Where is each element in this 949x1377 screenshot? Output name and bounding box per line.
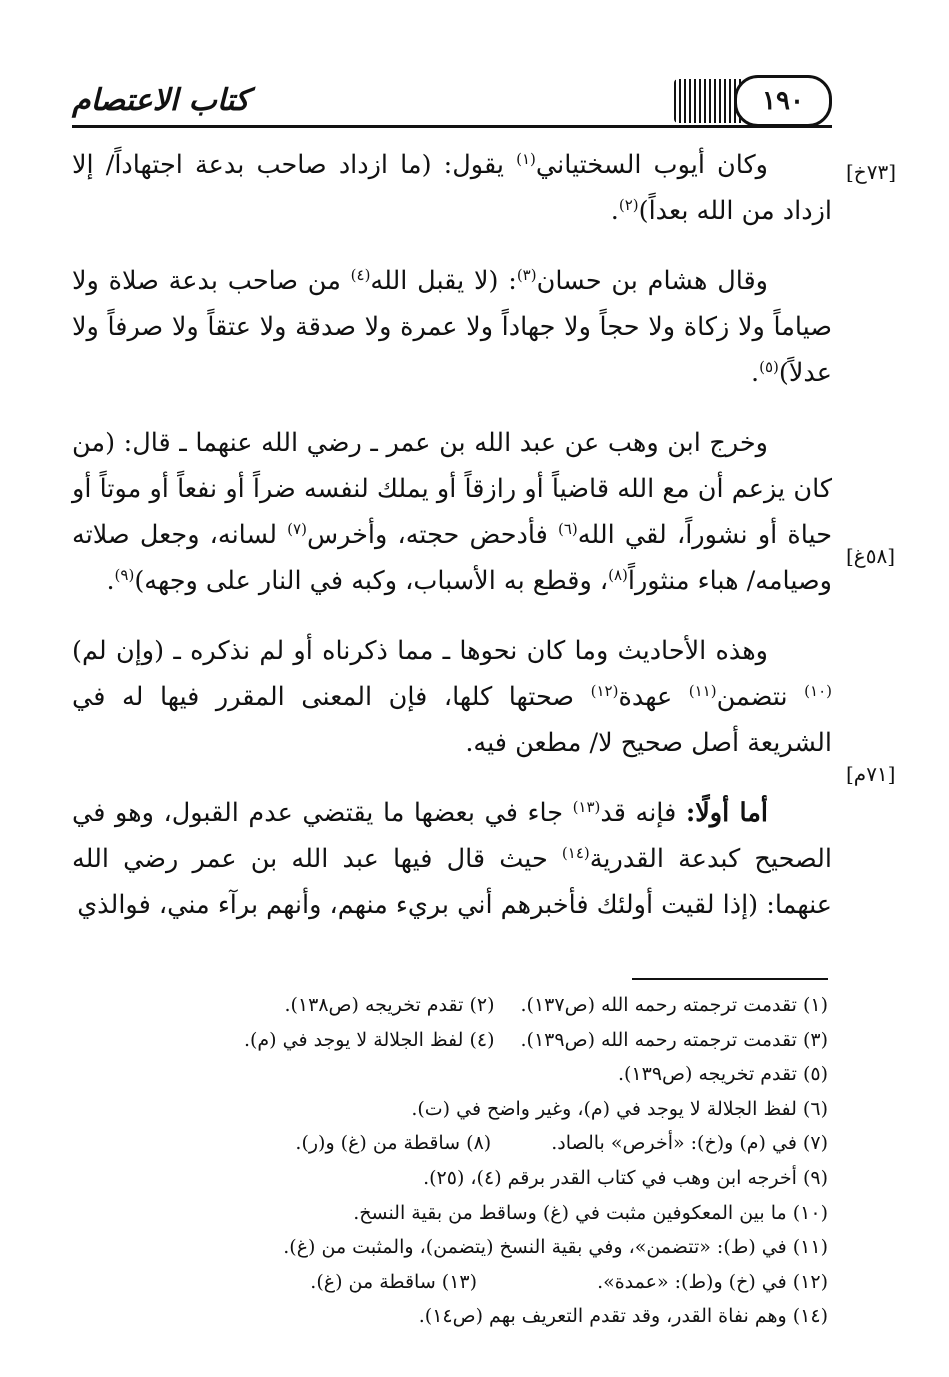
footnotes — [100, 988, 828, 1334]
footnote-ref-14[interactable]: (١٤) — [561, 844, 590, 862]
footnote-ref-3[interactable]: (٣) — [516, 266, 537, 284]
text-run: فإنه قد — [600, 798, 686, 828]
text-run: صحتها كلها، فإن المعنى المقرر فيها له في الشريعة أصل صحيح لا/ مطعن فيه. — [72, 682, 832, 758]
paragraph-4 — [72, 628, 832, 766]
footnote-ref-1[interactable]: (١) — [516, 150, 536, 168]
paragraph-1 — [72, 142, 832, 234]
text-run: وخرج ابن وهب عن عبد الله بن عمر ـ رضي الله عنهما ـ قال: (من كان يزعم أن مع الله قاضياً أو رازقاً أو يملك لنفسه ضراً أو نفعاً أو موتاً أو حياة أو نشوراً، لقي الله — [72, 428, 832, 550]
footnote-line — [100, 1092, 828, 1127]
footnote-4: (٤) لفظ الجلالة لا يوجد في (م). — [243, 1028, 495, 1051]
text-run: حيث قال فيها عبد الله بن عمر رضي الله عنهما: (إذا لقيت أولئك فأخبرهم أني بريء منهم، وأنهم برآء مني، فوالذي — [72, 844, 832, 920]
footnote-ref-4[interactable]: (٤) — [350, 266, 371, 284]
footnote-ref-7[interactable]: (٧) — [287, 520, 307, 538]
page-header — [72, 62, 832, 128]
footnote-ref-13[interactable]: (١٣) — [572, 798, 601, 816]
text-run: نتضمن — [716, 682, 805, 712]
main-text — [72, 142, 832, 952]
page-number-ornament — [650, 76, 832, 126]
footnote-5: (٥) تقدم تخريجه (ص١٣٩). — [617, 1063, 828, 1086]
footnote-line — [100, 1299, 828, 1334]
text-run: وهذه الأحاديث وما كان نحوها ـ مما ذكرناه أو لم نذكره ـ (وإن لم) — [72, 636, 768, 666]
footnote-6: (٦) لفظ الجلالة لا يوجد في (م)، وغير واضح في (ت). — [411, 1097, 828, 1120]
footnote-8: (٨) ساقطة من (غ) و(ر). — [295, 1132, 492, 1155]
footnote-9: (٩) أخرجه ابن وهب في كتاب القدر برقم (٤)، (٢٥). — [423, 1166, 828, 1189]
footnote-ref-6[interactable]: (٦) — [557, 520, 578, 538]
margin-marker-kh73: [٧٣خ] — [846, 160, 897, 184]
margin-marker-gh58: [٥٨غ] — [846, 544, 896, 568]
footnote-7: (٧) في (م) و(خ): «أخرص» بالصاد. — [551, 1132, 828, 1155]
paragraph-3 — [72, 420, 832, 604]
text-run: . — [106, 566, 115, 596]
footnote-line — [100, 1057, 828, 1092]
footnote-12: (١٢) في (خ) و(ط): «عمدة». — [597, 1270, 828, 1293]
footnote-ref-5[interactable]: (٥) — [759, 358, 779, 376]
footnote-separator — [632, 978, 828, 980]
footnote-line — [100, 1230, 828, 1265]
page-number: ١٩٠ — [734, 75, 832, 127]
footnote-13: (١٣) ساقطة من (غ). — [310, 1270, 478, 1293]
footnote-line — [100, 1126, 828, 1161]
text-run: : (لا يقبل الله — [370, 266, 517, 296]
footnote-ref-10[interactable]: (١٠) — [804, 682, 832, 700]
header-rule — [72, 125, 832, 128]
footnote-line — [100, 1161, 828, 1196]
footnote-ref-8[interactable]: (٨) — [608, 566, 628, 584]
footnote-10: (١٠) ما بين المعكوفين مثبت في (غ) وساقط من بقية النسخ. — [353, 1201, 828, 1224]
text-run: من صاحب بدعة صلاة ولا صياماً ولا زكاة ولا حجاً ولا جهاداً ولا عمرة ولا صدقة ولا عتقاً ولا صرفاً ولا عدلاً) — [72, 266, 832, 388]
footnote-1: (١) تقدمت ترجمته رحمه الله (ص١٣٧). — [520, 994, 828, 1016]
footnote-11: (١١) في (ط): «تتضمن»، وفي بقية النسخ (يتضمن)، والمثبت من (غ). — [283, 1236, 828, 1259]
book-title: كتاب الاعتصام — [72, 83, 250, 118]
footnote-line — [100, 1196, 828, 1231]
text-run: . — [610, 196, 619, 226]
footnote-line — [100, 1023, 828, 1058]
footnote-ref-12[interactable]: (١٢) — [590, 682, 619, 700]
text-run: وقال هشام بن حسان — [536, 266, 768, 296]
footnote-14: (١٤) وهم نفاة القدر، وقد تقدم التعريف بهم (ص١٤). — [418, 1305, 828, 1328]
text-run: جاء في بعضها ما يقتضي عدم القبول، وهو في الصحيح كبدعة القدرية — [72, 798, 832, 874]
footnote-ref-11[interactable]: (١١) — [688, 682, 717, 700]
footnote-ref-9[interactable]: (٩) — [114, 566, 135, 584]
paragraph-5 — [72, 790, 832, 928]
text-run: لسانه، وجعل صلاته وصيامه/ هباء منثوراً — [72, 520, 832, 596]
text-run: فأدحض حجته، وأخرس — [306, 520, 558, 550]
text-run: ، وقطع به الأسباب، وكبه في النار على وجهه) — [134, 566, 609, 596]
footnote-2: (٢) تقدم تخريجه (ص١٣٨). — [284, 994, 495, 1016]
footnote-line — [100, 988, 828, 1023]
text-run: يقول: (ما ازداد صاحب بدعة اجتهاداً/ إلا ازداد من الله بعداً) — [72, 150, 832, 226]
paragraph-lead: أما أولًا: — [685, 798, 768, 828]
footnote-line — [100, 1265, 828, 1300]
footnote-3: (٣) تقدمت ترجمته رحمه الله (ص١٣٩). — [520, 1028, 828, 1051]
footnote-ref-2[interactable]: (٢) — [618, 196, 639, 214]
paragraph-2 — [72, 258, 832, 396]
text-run: . — [751, 358, 760, 388]
text-run: عهدة — [618, 682, 689, 712]
margin-marker-m71: [٧١م] — [846, 762, 896, 786]
text-run: وكان أيوب السختياني — [535, 150, 768, 180]
